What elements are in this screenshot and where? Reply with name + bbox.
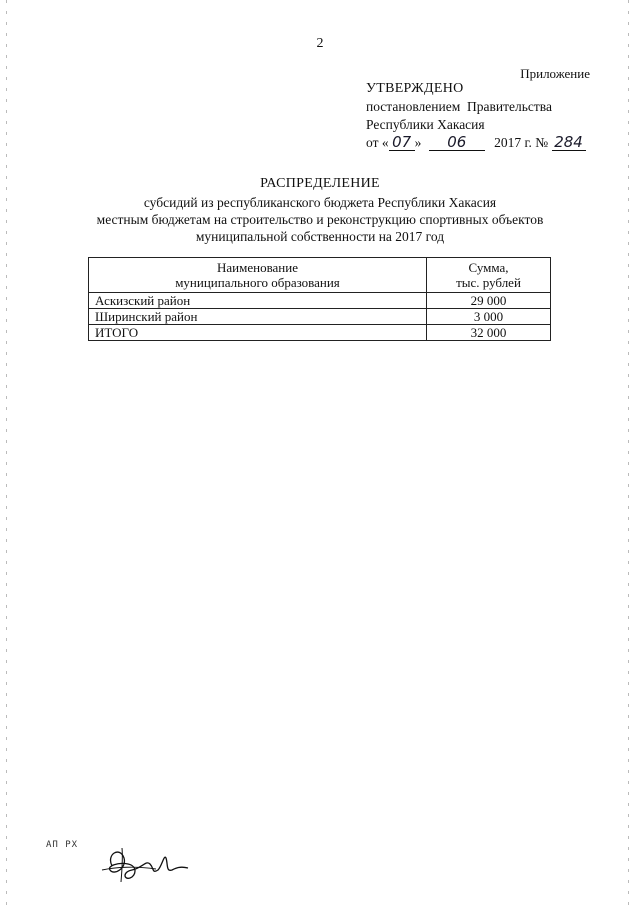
date-prefix: от « xyxy=(366,135,389,150)
header-municipality xyxy=(89,258,427,293)
date-month: 06 xyxy=(429,134,485,151)
allocation-table xyxy=(88,257,551,341)
table-row-total xyxy=(89,325,551,341)
header-amount-line-2: тыс. рублей xyxy=(456,275,521,290)
approval-block xyxy=(366,80,586,152)
document-subtitle xyxy=(0,194,640,245)
subtitle-line-2: местным бюджетам на строительство и реконструкцию спортивных объектов xyxy=(96,212,544,227)
subtitle-line-1: субсидий из республиканского бюджета Республики Хакасия xyxy=(143,195,497,210)
row-amount: 3 000 xyxy=(427,309,551,325)
resolution-number: 284 xyxy=(552,134,586,151)
header-amount-line-1: Сумма, xyxy=(468,260,509,275)
header-amount xyxy=(427,258,551,293)
table-header-row xyxy=(89,258,551,293)
approved-label: УТВЕРЖДЕНО xyxy=(366,81,464,96)
row-amount: 32 000 xyxy=(427,325,551,341)
signature-image xyxy=(92,836,192,886)
table-row xyxy=(89,309,551,325)
subtitle-line-3: муниципальной собственности на 2017 год xyxy=(195,229,445,244)
page-number: 2 xyxy=(316,36,324,51)
date-year: 2017 г. № xyxy=(494,135,549,150)
scan-edge-right xyxy=(628,0,629,905)
row-name: ИТОГО xyxy=(89,325,427,341)
document-title: РАСПРЕДЕЛЕНИЕ xyxy=(260,176,380,191)
header-municipality-line-2: муниципального образования xyxy=(175,275,340,290)
approval-line-2: Республики Хакасия xyxy=(366,117,485,132)
date-day: 07 xyxy=(389,134,415,151)
footer-stamp: АП РХ xyxy=(46,840,79,850)
appendix-label: Приложение xyxy=(520,66,590,81)
table-row xyxy=(89,293,551,309)
approval-date-line xyxy=(366,134,586,152)
row-amount: 29 000 xyxy=(427,293,551,309)
header-municipality-line-1: Наименование xyxy=(217,260,298,275)
row-name: Аскизский район xyxy=(89,293,427,309)
date-mid: » xyxy=(414,135,422,150)
row-name: Ширинский район xyxy=(89,309,427,325)
approval-line-1: постановлением Правительства xyxy=(366,99,552,114)
scan-edge-left xyxy=(6,0,7,905)
